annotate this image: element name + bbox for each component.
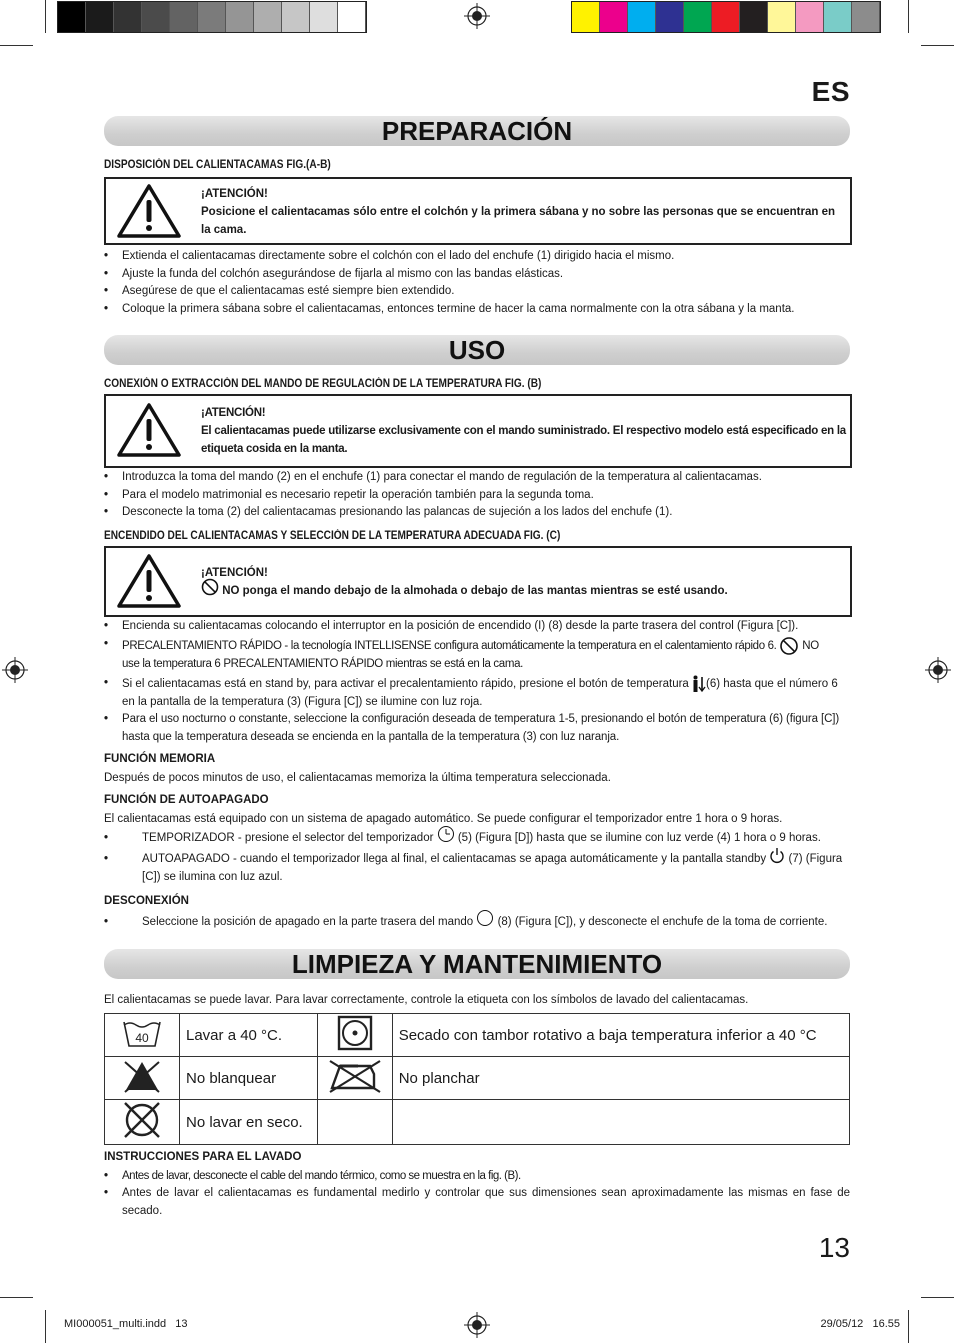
grayscale-color-bar xyxy=(57,1,367,33)
color-swatch xyxy=(572,2,600,32)
table-row xyxy=(105,1057,850,1100)
section-title-preparacion: PREPARACIÓN xyxy=(104,116,850,146)
warning-triangle-icon xyxy=(116,553,182,609)
table-cell xyxy=(317,1014,392,1057)
paragraph: Después de pocos minutos de uso, el calientacamas memoriza la última temperatura seleccionada. xyxy=(104,772,611,784)
warning-triangle-icon xyxy=(116,183,182,239)
color-swatch xyxy=(824,2,852,32)
footer-date: 29/05/12 16.55 xyxy=(820,1318,900,1330)
color-swatch xyxy=(58,2,86,32)
color-swatch xyxy=(656,2,684,32)
table-cell xyxy=(105,1014,180,1057)
registration-mark-icon xyxy=(925,657,951,683)
off-position-icon xyxy=(476,909,494,927)
warning-body: NO ponga el mando debajo de la almohada o debajo de las mantas mientras se esté usando. xyxy=(222,585,728,597)
subheading-instrucciones: INSTRUCCIONES PARA EL LAVADO xyxy=(104,1151,302,1163)
table-cell: No lavar en seco. xyxy=(180,1100,318,1145)
table-cell: No planchar xyxy=(392,1057,849,1100)
prohibited-icon xyxy=(779,636,799,656)
warning-text xyxy=(201,564,846,600)
table-cell xyxy=(392,1100,849,1145)
color-swatch xyxy=(282,2,310,32)
crop-mark xyxy=(45,0,46,33)
crop-mark xyxy=(908,1310,909,1343)
paragraph: El calientacamas se puede lavar. Para lavar correctamente, controle la etiqueta con los símbolos de lavado del calientacamas. xyxy=(104,994,749,1006)
table-cell xyxy=(105,1057,180,1100)
color-swatch xyxy=(796,2,824,32)
color-swatch xyxy=(600,2,628,32)
color-swatch xyxy=(684,2,712,32)
no-dry-clean-icon xyxy=(120,1100,164,1140)
table-cell: No blanquear xyxy=(180,1057,318,1100)
color-swatch xyxy=(86,2,114,32)
registration-mark-icon xyxy=(2,657,28,683)
prohibited-icon xyxy=(201,578,219,596)
care-symbols-table xyxy=(104,1013,850,1145)
color-swatch xyxy=(852,2,880,32)
table-cell: Lavar a 40 °C. xyxy=(180,1014,318,1057)
crop-mark xyxy=(908,0,909,33)
wash-40-icon xyxy=(121,1018,163,1048)
subheading-conexion: CONEXIÓN O EXTRACCIÓN DEL MANDO DE REGULACIÓN DE LA TEMPERATURA FIG. (B) xyxy=(104,378,542,390)
subheading-disposicion: DISPOSICIÓN DEL CALIENTACAMAS FIG.(A-B) xyxy=(104,159,331,171)
svg-text:40: 40 xyxy=(135,1031,149,1045)
subheading-encendido: ENCENDIDO DEL CALIENTACAMAS Y SELECCIÓN DE LA TEMPERATURA ADECUADA FIG. (C) xyxy=(104,530,561,542)
warning-box xyxy=(104,546,852,617)
subheading-autoapagado: FUNCIÓN DE AUTOAPAGADO xyxy=(104,794,269,806)
color-swatch xyxy=(310,2,338,32)
warning-text xyxy=(201,404,846,458)
table-cell xyxy=(317,1057,392,1100)
registration-mark-icon xyxy=(464,1312,490,1338)
color-swatch xyxy=(740,2,768,32)
process-color-bar xyxy=(571,1,881,33)
warning-heading: ¡ATENCIÓN! xyxy=(201,188,268,200)
color-swatch xyxy=(628,2,656,32)
warning-triangle-icon xyxy=(116,402,182,458)
color-swatch xyxy=(170,2,198,32)
registration-mark-icon xyxy=(464,3,490,29)
color-swatch xyxy=(338,2,366,32)
color-swatch xyxy=(768,2,796,32)
color-swatch xyxy=(712,2,740,32)
section-title-limpieza: LIMPIEZA Y MANTENIMIENTO xyxy=(104,949,850,979)
warning-box xyxy=(104,394,852,468)
warning-text xyxy=(201,185,846,239)
paragraph: El calientacamas está equipado con un sistema de apagado automático. Se puede configurar el temporizador entre 1 hora o 9 horas. xyxy=(104,813,783,825)
color-swatch xyxy=(226,2,254,32)
warning-body: Posicione el calientacamas sólo entre el colchón y la primera sábana y no sobre las personas que se encuentran en la cama. xyxy=(201,206,836,236)
page-number: 13 xyxy=(818,1232,850,1263)
color-swatch xyxy=(198,2,226,32)
footer-file: MI000051_multi.indd 13 xyxy=(64,1318,188,1330)
subheading-desconexion: DESCONEXIÓN xyxy=(104,895,189,907)
crop-mark xyxy=(0,45,33,46)
crop-mark xyxy=(0,1297,33,1298)
table-row xyxy=(105,1100,850,1145)
no-iron-icon xyxy=(328,1058,382,1094)
table-cell xyxy=(317,1100,392,1145)
language-code: ES xyxy=(811,76,850,107)
timer-icon xyxy=(437,825,455,843)
crop-mark xyxy=(921,1297,954,1298)
standby-icon xyxy=(769,847,785,865)
warning-heading: ¡ATENCIÓN! xyxy=(201,407,266,419)
crop-mark xyxy=(45,1310,46,1343)
section-title-uso: USO xyxy=(104,335,850,365)
no-bleach-icon xyxy=(121,1058,163,1094)
table-row xyxy=(105,1014,850,1057)
crop-mark xyxy=(921,45,954,46)
tumble-dry-low-icon xyxy=(336,1014,374,1052)
temperature-button-icon xyxy=(692,675,706,693)
color-swatch xyxy=(254,2,282,32)
warning-body: El calientacamas puede utilizarse exclusivamente con el mando suministrado. El respectivo modelo está especificado en la etiqueta cosida en la manta. xyxy=(201,425,846,455)
warning-heading: ¡ATENCIÓN! xyxy=(201,567,268,579)
table-cell: Secado con tambor rotativo a baja temperatura inferior a 40 °C xyxy=(392,1014,849,1057)
table-cell xyxy=(105,1100,180,1145)
subheading-memoria: FUNCIÓN MEMORIA xyxy=(104,753,216,765)
color-swatch xyxy=(114,2,142,32)
warning-box xyxy=(104,177,852,245)
color-swatch xyxy=(142,2,170,32)
